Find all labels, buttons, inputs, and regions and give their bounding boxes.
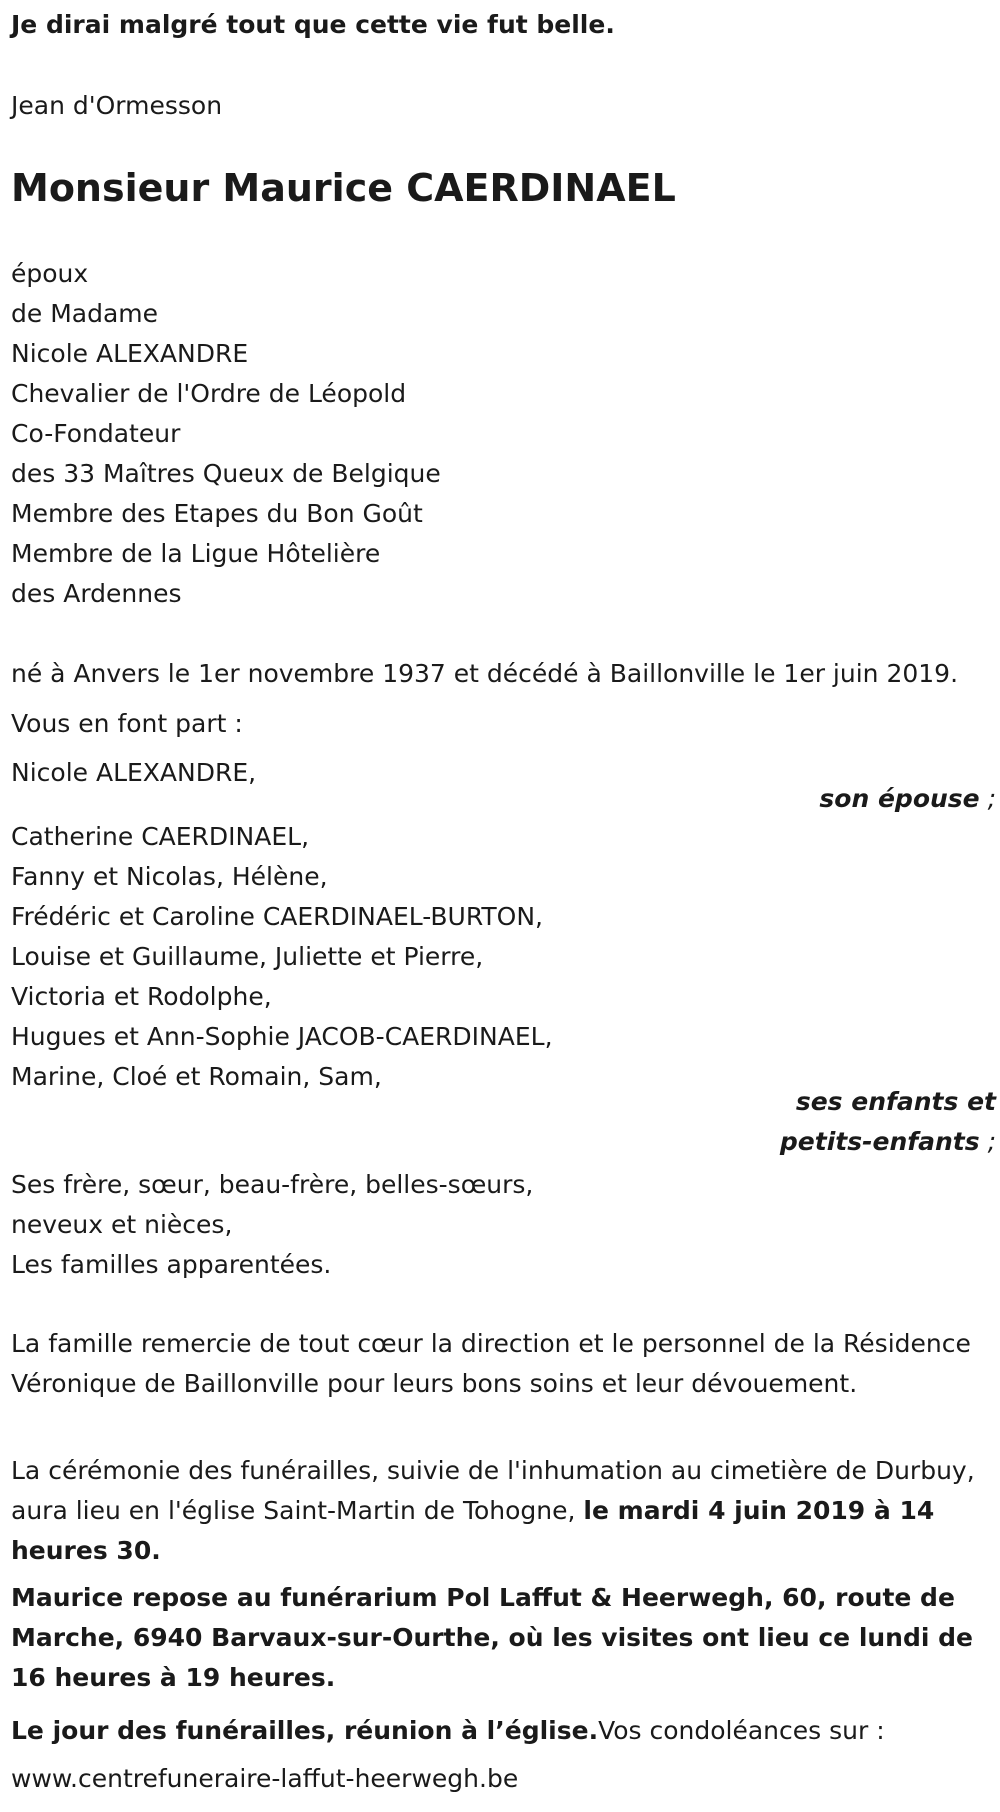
website-link[interactable]: www.centrefuneraire-laffut-heerwegh.be bbox=[11, 1764, 519, 1793]
title-line: Membre de la Ligue Hôtelière bbox=[11, 539, 381, 568]
family-line: Marine, Cloé et Romain, Sam, bbox=[11, 1062, 382, 1091]
relatives-line: Ses frère, sœur, beau-frère, belles-sœurs, bbox=[11, 1170, 534, 1199]
children-role-line-1: ses enfants et bbox=[795, 1087, 996, 1116]
spouse-role bbox=[819, 782, 996, 816]
announce-intro: Vous en font part : bbox=[11, 709, 243, 738]
funeral-day-line bbox=[11, 1714, 885, 1748]
spouse-role-punct: ; bbox=[979, 784, 996, 813]
relatives-line: Les familles apparentées. bbox=[11, 1250, 332, 1279]
title-line: Co-Fondateur bbox=[11, 419, 181, 448]
family-line: Catherine CAERDINAEL, bbox=[11, 822, 310, 851]
title-line: époux bbox=[11, 259, 89, 288]
quote: Je dirai malgré tout que cette vie fut belle. bbox=[11, 10, 615, 39]
condolences-label: Vos condoléances sur : bbox=[598, 1716, 885, 1745]
title-line: de Madame bbox=[11, 299, 159, 328]
title-line: Chevalier de l'Ordre de Léopold bbox=[11, 379, 407, 408]
funeral-day: Le jour des funérailles, réunion à l’église. bbox=[11, 1716, 599, 1745]
birth-death: né à Anvers le 1er novembre 1937 et décédé à Baillonville le 1er juin 2019. bbox=[11, 659, 959, 688]
children-role-punct: ; bbox=[979, 1127, 996, 1156]
family-line: Louise et Guillaume, Juliette et Pierre, bbox=[11, 942, 484, 971]
family-line: Fanny et Nicolas, Hélène, bbox=[11, 862, 328, 891]
title-line: des Ardennes bbox=[11, 579, 182, 608]
family-line: Frédéric et Caroline CAERDINAEL-BURTON, bbox=[11, 902, 543, 931]
family-line: Hugues et Ann-Sophie JACOB-CAERDINAEL, bbox=[11, 1022, 553, 1051]
ceremony-date: le mardi 4 juin 2019 à 14 heures 30. bbox=[11, 1496, 935, 1565]
family-line: Victoria et Rodolphe, bbox=[11, 982, 272, 1011]
title-line: Nicole ALEXANDRE bbox=[11, 339, 249, 368]
visitation-paragraph: Maurice repose au funérarium Pol Laffut & Heerwegh, 60, route de Marche, 6940 Barvaux-sur-Ourthe, où les visites ont lieu ce lundi de 16 heures à 19 heures. bbox=[11, 1583, 973, 1692]
title-line: Membre des Etapes du Bon Goût bbox=[11, 499, 423, 528]
ceremony-text: La cérémonie des funérailles, suivie de l'inhumation au cimetière de Durbuy, aura lieu en l'église Saint-Martin de Tohogne, bbox=[11, 1456, 975, 1525]
quote-author: Jean d'Ormesson bbox=[11, 91, 223, 120]
spouse-role-label: son épouse bbox=[819, 784, 980, 813]
spouse-name: Nicole ALEXANDRE, bbox=[11, 758, 257, 787]
ceremony-paragraph bbox=[11, 1451, 996, 1571]
relatives-line: neveux et nièces, bbox=[11, 1210, 233, 1239]
title-line: des 33 Maîtres Queux de Belgique bbox=[11, 459, 441, 488]
thanks-paragraph: La famille remercie de tout cœur la direction et le personnel de la Résidence Véronique de Baillonville pour leurs bons soins et leur dévouement. bbox=[11, 1329, 971, 1398]
deceased-name: Monsieur Maurice CAERDINAEL bbox=[11, 166, 676, 210]
children-role-line-2 bbox=[780, 1125, 996, 1159]
children-role-label: petits-enfants bbox=[779, 1127, 980, 1156]
